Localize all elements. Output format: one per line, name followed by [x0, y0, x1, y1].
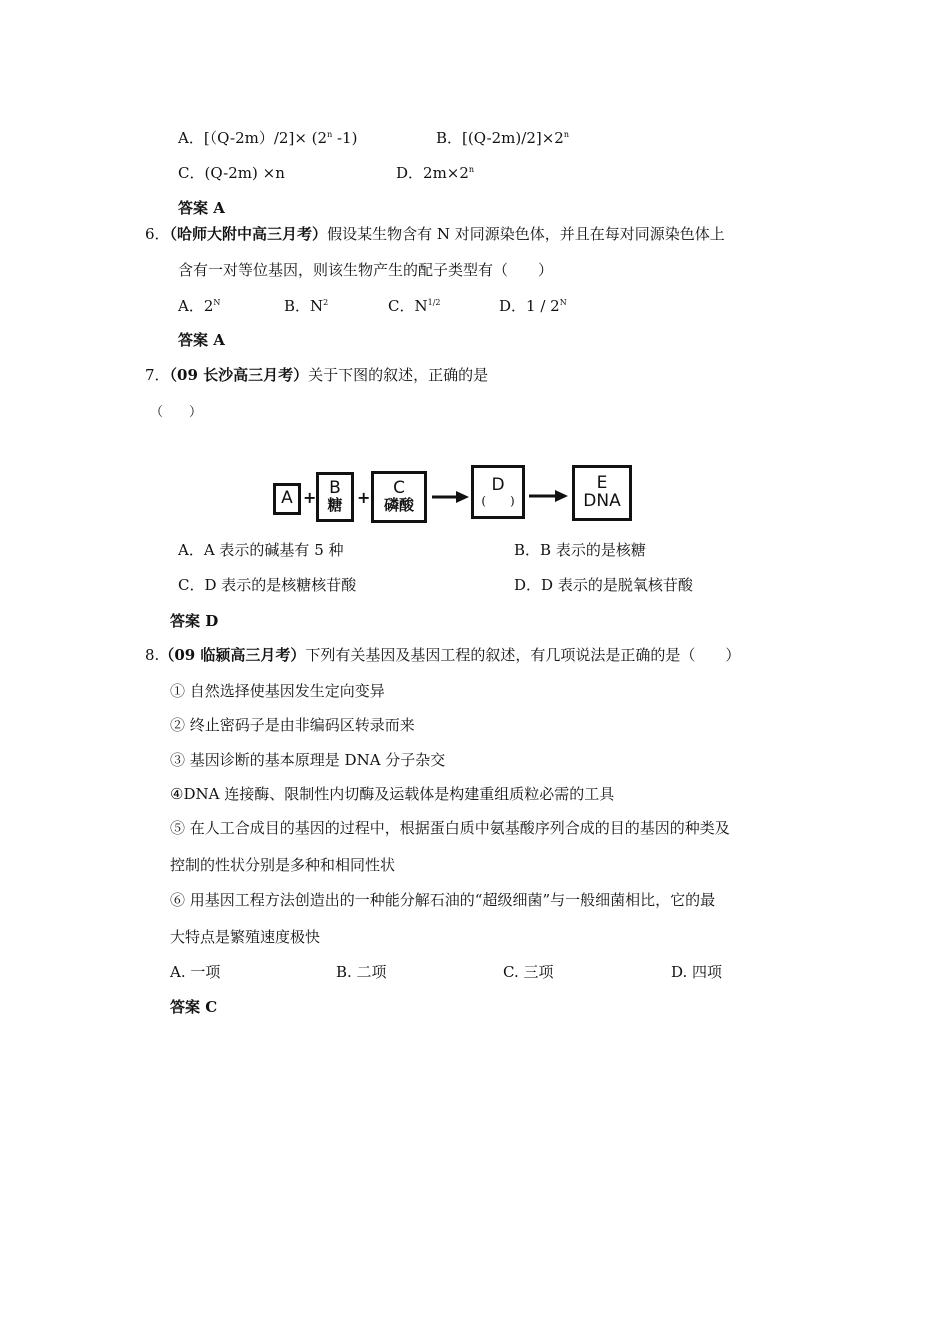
diagram-box-c: C 磷酸	[371, 471, 427, 523]
q7-diagram	[270, 462, 640, 524]
diagram-arrow-2	[529, 489, 569, 503]
diagram-arrow-1	[432, 490, 470, 504]
q6-answer: 答案 A	[178, 331, 225, 349]
q8-source: （09 临颍高三月考）	[159, 646, 306, 664]
q8-statement-2: ② 终止密码子是由非编码区转录而来	[170, 716, 415, 734]
q7-option-c: C．D 表示的是核糖核苷酸	[178, 576, 357, 594]
diagram-box-d: D ( )	[471, 465, 525, 519]
q7-option-a: A．A 表示的碱基有 5 种	[178, 541, 344, 559]
q8-statement-6-line2: 大特点是繁殖速度极快	[170, 928, 321, 946]
q8-option-b: B. 二项	[336, 963, 387, 981]
q8-statement-5-line1: ⑤ 在人工合成目的基因的过程中，根据蛋白质中氨基酸序列合成的目的基因的种类及	[170, 819, 730, 837]
q7-option-b: B．B 表示的是核糖	[514, 541, 646, 559]
diagram-plus-2: +	[357, 488, 371, 507]
q8-stem: 8.（09 临颍高三月考）下列有关基因及基因工程的叙述，有几项说法是正确的是（ ）	[145, 646, 741, 664]
q6-option-d: D．$1 / 2^N$	[499, 297, 567, 315]
q6-stem-line1: 6．（哈师大附中高三月考）假设某生物含有 N 对同源染色体，并且在每对同源染色体上	[145, 225, 725, 243]
q5-answer: 答案 A	[178, 199, 225, 217]
q8-statement-6-line1: ⑥ 用基因工程方法创造出的一种能分解石油的“超级细菌”与一般细菌相比，它的最	[170, 891, 716, 909]
q8-option-c: C. 三项	[503, 963, 554, 981]
q7-option-d: D．D 表示的是脱氧核苷酸	[514, 576, 693, 594]
q5-option-b: B．$[(Q-2m)/2]\times 2^n$	[436, 129, 569, 147]
q7-blank-paren: （ ）	[150, 405, 203, 420]
q8-option-d: D. 四项	[671, 963, 723, 981]
q7-stem: 7．（09 长沙高三月考）关于下图的叙述，正确的是	[145, 366, 489, 384]
diagram-box-a: A	[273, 483, 301, 515]
q7-source: （09 长沙高三月考）	[169, 366, 309, 384]
q6-option-b: B．$N^2$	[284, 297, 329, 315]
diagram-box-b: B 糖	[316, 472, 354, 522]
q6-option-c: C．$N^{1/2}$	[388, 297, 441, 315]
q8-statement-3: ③ 基因诊断的基本原理是 DNA 分子杂交	[170, 751, 446, 769]
q5-option-a: A．$[(Q-2m)/2]\times (2^n$ -1)	[178, 129, 358, 147]
q8-option-a: A. 一项	[170, 963, 221, 981]
q5-option-d: D．$2m\times 2^n$	[396, 164, 475, 182]
q8-statement-1: ① 自然选择使基因发生定向变异	[170, 682, 385, 700]
diagram-plus-1: +	[303, 488, 317, 507]
q8-answer: 答案 C	[170, 998, 218, 1016]
q7-answer: 答案 D	[170, 612, 219, 630]
q8-statement-4: ④DNA 连接酶、限制性内切酶及运载体是构建重组质粒必需的工具	[170, 785, 615, 803]
diagram-box-e: E DNA	[572, 465, 632, 521]
q6-option-a: A．$2^N$	[178, 297, 221, 315]
q8-statement-5-line2: 控制的性状分别是多种和相同性状	[170, 856, 396, 874]
q6-stem-line2: 含有一对等位基因，则该生物产生的配子类型有（ ）	[178, 261, 554, 279]
q6-source: （哈师大附中高三月考）	[169, 225, 328, 243]
q5-option-c: C．(Q-2m) ×n	[178, 164, 285, 182]
